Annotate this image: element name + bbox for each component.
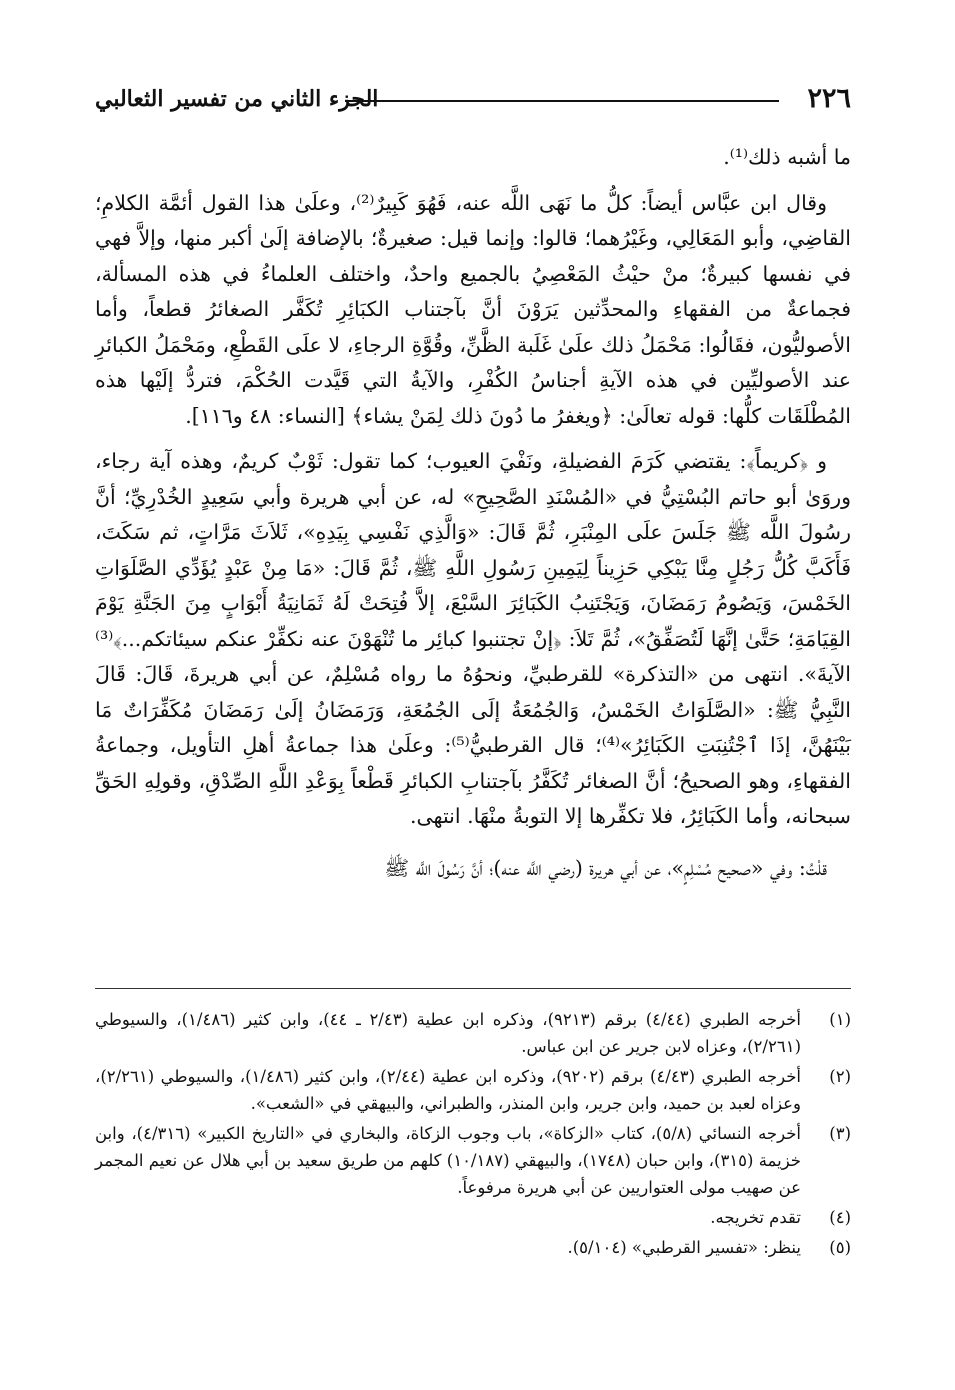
footnote-text: ينظر: «تفسير القرطبي» (٥/١٠٤). [567,1238,801,1257]
footnote-number: (٤) [829,1208,851,1227]
paragraph: قلْتُ: وفي «صحيح مُسْلِمٍ»، عن أبي هريرة (رضي اللَّه عنه)؛ أنَّ رَسُولَ اللَّه ﷺ [384,855,827,880]
footnote-text: أخرجه الطبري (٤/٤٣) برقم (٩٢٠٢)، وذكره ابن عطية (٢/٤٤)، وابن كثير (١/٤٨٦)، والسيوطي (٢/٢٦١)، وعزاه لعبد بن حميد، وابن جرير، وابن المنذر، والطبراني، والبيهقي في «الشعب». [95,1067,801,1113]
paragraph: وقال ابن عبَّاس أيضاً: كلُّ ما نَهَى اللَّه عنه، فَهُوَ كَبِيرٌ⁽²⁾، وعلَىٰ هذا القول أئمَّة الكلامِ؛ القاضِي، وأبو المَعَالِي، وغَيْرُهما؛ قالوا: وإنما قيل: صغيرةٌ؛ بالإضافة إلَىٰ أكبر منها، وإلاَّ فهي في نفسها كبيرةٌ؛ منْ حيْثُ المَعْصِيُ بالجميع واحدٌ، واختلف العلماءُ في هذه المسألة، فجماعةٌ من الفقهاءِ والمحدِّثين يَرَوْنَ أنَّ بآجتناب الكبَائِرِ تُكَفَّر الصغائرُ قطعاً، وأما الأصوليُّون، فقَالُوا: مَحْمَلُ ذلك علَىٰ غَلَبة الظَّنِّ، وقُوَّةِ الرجاءِ، لا علَى القَطْعِ، ومَحْمَلُ الكبائرِ عند الأصوليِّين في هذه الآيةِ أجناسُ الكُفْرِ، والآيةُ التي قَيَّدت الحُكْمَ، فتردُّ إلَيْها هذه المُطْلَقَات كلُّها: قوله تعالَىٰ: ﴿ويغفرُ ما دُونَ ذلك لِمَنْ يشاء﴾ [النساء: ٤٨ و١١٦]. [95,190,851,428]
footnote-text: أخرجه النسائي (٥/٨)، كتاب «الزكاة»، باب وجوب الزكاة، والبخاري في «التاريخ الكبير» (٤/٣١٦)، وابن خزيمة (٣١٥)، وابن حبان (١٧٤٨)، والبيهقي (١٠/١٨٧) كلهم من طريق سعيد بن أبي هلال عن نعيم المجمر عن صهيب مولى العتواريين عن أبي هريرة مرفوعاً. [95,1124,802,1197]
footnote-number: (٥) [829,1238,851,1257]
footnote-number: (٣) [829,1124,851,1143]
footnote [95,1006,851,1060]
footnote [95,1063,851,1117]
footnote [95,1234,851,1261]
running-title: الجزء الثاني من تفسير الثعالبي [95,86,379,112]
paragraph: ما أشبه ذلك⁽¹⁾. [723,145,851,169]
header-rule [345,100,779,102]
footnote [95,1120,851,1201]
footnote-number: (٢) [829,1067,851,1086]
footnotes [95,1006,851,1264]
running-header [95,82,851,116]
footnote [95,1204,851,1231]
page-number: ٢٢٦ [807,83,851,114]
main-text [95,140,851,886]
paragraph: و ﴿كريماً﴾: يقتضي كَرَمَ الفضيلةِ، ونَفْيَ العيوب؛ كما تقول: ثَوْبٌ كريمٌ، وهذه آية رجاء، وروَىٰ أبو حاتم البُسْتِيُّ في «المُسْنَدِ الصَّحِيحِ» له، عن أبي هريرة وأبي سَعِيدٍ الخُدْرِيِّ؛ أنَّ رسُولَ اللَّه ﷺ جَلَسَ علَى المِنْبَرِ، ثُمَّ قَالَ: «وَالَّذِي نَفْسِي بِيَدِهِ»، ثَلاَثَ مَرَّاتٍ، ثم سَكَتَ، فَأَكَبَّ كُلُّ رَجُلٍ مِنَّا يَبْكِي حَزِيناً لِيَمِينِ رَسُولِ اللَّهِ ﷺ، ثُمَّ قَالَ: «مَا مِنْ عَبْدٍ يُؤَدِّي الصَّلَوَاتِ الخَمْسَ، وَيَصُومُ رَمَضَانَ، وَيَجْتَنِبُ الكَبَائِرَ السَّبْعَ، إلاَّ فُتِحَتْ لَهُ ثَمَانِيَةُ أَبْوَابٍ مِنَ الجَنَّةِ يَوْمَ القِيَامَةِ؛ حَتَّىٰ إنَّهَا لَتُصَفِّقُ»، ثُمَّ تَلاَ: ﴿إنْ تجتنبوا كبائِر ما تُنْهَوْنَ عنه نكفِّرْ عنكم سيئاتكم...﴾⁽³⁾ الآيةَ». انتهى من «التذكرة» للقرطبيِّ، ونحوُهُ ما رواه مُسْلِمٌ، عن أبي هريرةَ، قَالَ: قَالَ النَّبِيُّ ﷺ: «الصَّلَوَاتُ الخَمْسُ، وَالجُمُعَةُ إلَى الجُمُعَةِ، وَرَمَضَانُ إلَىٰ رَمَضَانَ مُكَفِّرَاتٌ مَا بَيْنَهُنَّ، إذَا ٱجْتُنِبَتِ الكَبَائِرُ»⁽⁴⁾؛ قال القرطبيُّ⁽⁵⁾: وعلَىٰ هذا جماعةُ أهلِ التأويل، وجماعةُ الفقهاءِ، وهو الصحيحُ؛ أنَّ الصغائر تُكَفَّرُ بآجتنابِ الكبائرِ قَطْعاً بِوَعْدِ اللَّهِ الصِّدْقِ، وقولِهِ الحَقِّ سبحانه، وأما الكَبَائِرُ، فلا تكفِّرها إلا التوبةُ منْهَا. انتهى. [95,449,851,828]
footnote-number: (١) [829,1010,851,1029]
footnote-text: تقدم تخريجه. [710,1208,801,1227]
footnote-rule [95,988,851,989]
footnote-text: أخرجه الطبري (٤/٤٤) برقم (٩٢١٣)، وذكره ابن عطية (٢/٤٣ ـ ٤٤)، وابن كثير (١/٤٨٦)، والسيوطي (٢/٢٦١)، وعزاه لابن جرير عن ابن عباس. [95,1010,802,1056]
